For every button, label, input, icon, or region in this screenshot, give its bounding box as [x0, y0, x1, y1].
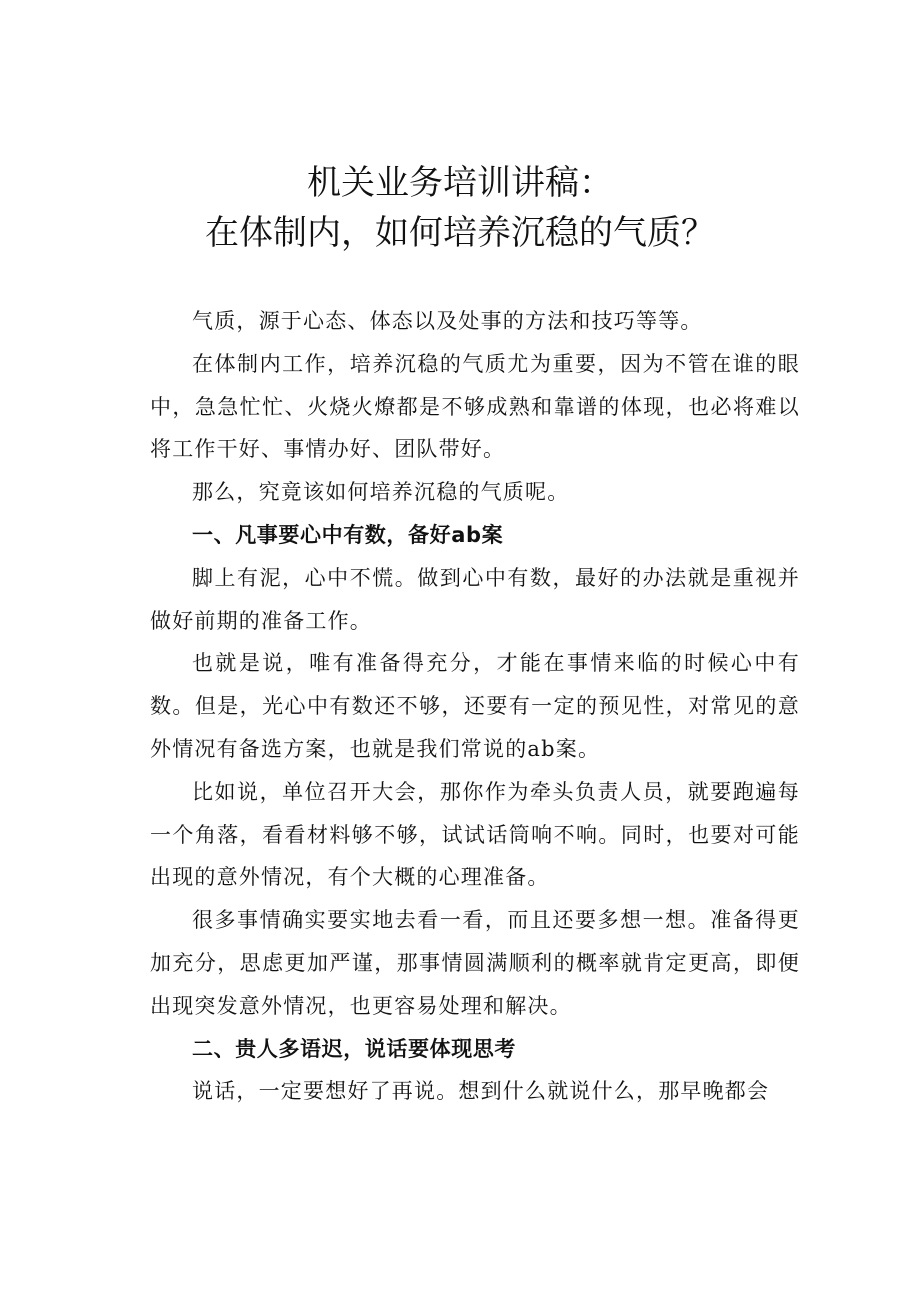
paragraph-intro-3: 那么，究竟该如何培养沉稳的气质呢。	[192, 480, 570, 505]
section-1-paragraph-4: 很多事情确实要实地去看一看，而且还要多想一想。准备得更加充分，思虑更加严谨，那事情圆满顺利的概率就肯定更高，即便出现突发意外情况，也更容易处理和解决。	[150, 908, 800, 1018]
section-2-heading: 二、贵人多语迟，说话要体现思考	[192, 1036, 516, 1061]
section-1-paragraph-1: 脚上有泥，心中不慌。做到心中有数，最好的办法就是重视并做好前期的准备工作。	[150, 565, 800, 633]
paragraph-intro-2: 在体制内工作，培养沉稳的气质尤为重要，因为不管在谁的眼中，急急忙忙、火烧火燎都是不够成熟和靠谱的体现，也必将难以将工作干好、事情办好、团队带好。	[150, 351, 800, 462]
document-body	[150, 300, 800, 1113]
section-1-paragraph-3: 比如说，单位召开大会，那你作为牵头负责人员，就要跑遍每一个角落，看看材料够不够，试试话筒响不响。同时，也要对可能出现的意外情况，有个大概的心理准备。	[150, 779, 800, 890]
document-title-line-2: 在体制内，如何培养沉稳的气质？	[205, 213, 715, 253]
document-title-line-1: 机关业务培训讲稿：	[307, 163, 613, 203]
section-1-heading: 一、凡事要心中有数，备好ab案	[192, 522, 504, 547]
section-2-paragraph-1: 说话，一定要想好了再说。想到什么就说什么，那早晚都会	[192, 1079, 770, 1104]
paragraph-intro-1: 气质，源于心态、体态以及处事的方法和技巧等等。	[192, 309, 703, 333]
section-1-paragraph-2: 也就是说，唯有准备得充分，才能在事情来临的时候心中有数。但是，光心中有数还不够，还要有一定的预见性，对常见的意外情况有备选方案，也就是我们常说的ab案。	[150, 651, 800, 761]
